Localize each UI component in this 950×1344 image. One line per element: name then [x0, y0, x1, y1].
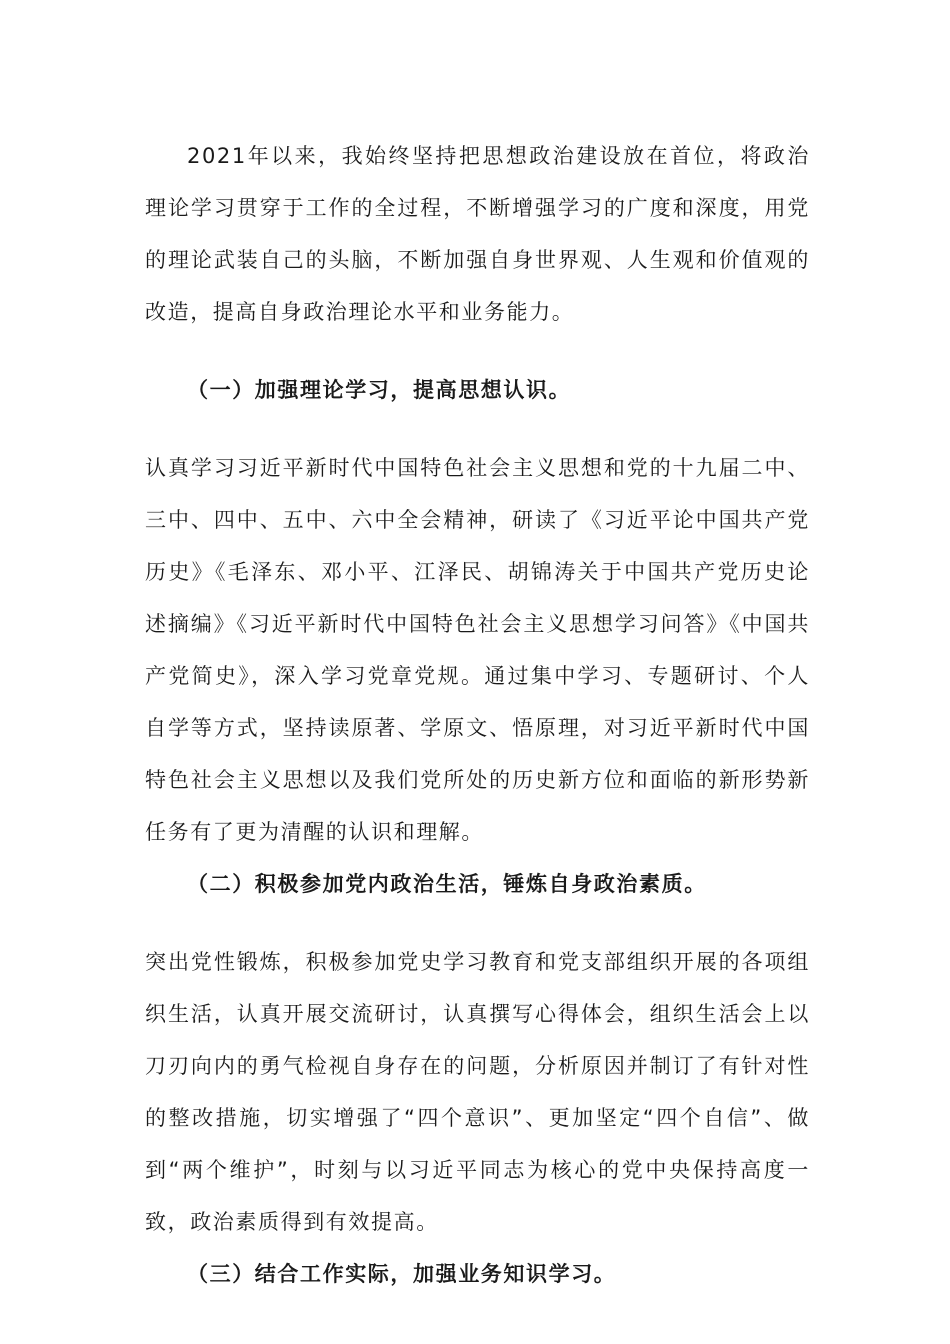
- section-body-2: 突出党性锻炼，积极参加党史学习教育和党支部组织开展的各项组织生活，认真开展交流研讨，认真撰写心得体会，组织生活会上以刀刃向内的勇气检视自身存在的问题，分析原因并制订了有针对性的整改措施，切实增强了“四个意识”、更加坚定“四个自信”、做到“两个维护”，时刻与以习近平同志为核心的党中央保持高度一致，政治素质得到有效提高。: [145, 950, 810, 1234]
- document-body: [145, 130, 810, 1300]
- section-heading-1: （一）加强理论学习，提高思想认识。: [187, 378, 572, 402]
- section-heading-3: （三）结合工作实际，加强业务知识学习。: [187, 1262, 617, 1286]
- section-body-1: 认真学习习近平新时代中国特色社会主义思想和党的十九届二中、三中、四中、五中、六中全会精神，研读了《习近平论中国共产党历史》《毛泽东、邓小平、江泽民、胡锦涛关于中国共产党历史论述摘编》《习近平新时代中国特色社会主义思想学习问答》《中国共产党简史》，深入学习党章党规。通过集中学习、专题研讨、个人自学等方式，坚持读原著、学原文、悟原理，对习近平新时代中国特色社会主义思想以及我们党所处的历史新方位和面临的新形势新任务有了更为清醒的认识和理解。: [145, 456, 810, 844]
- section-heading-2: （二）积极参加党内政治生活，锤炼自身政治素质。: [187, 872, 707, 896]
- intro-paragraph: 2021年以来，我始终坚持把思想政治建设放在首位，将政治理论学习贯穿于工作的全过程，不断增强学习的广度和深度，用党的理论武装自己的头脑，不断加强自身世界观、人生观和价值观的改造，提高自身政治理论水平和业务能力。: [145, 144, 810, 324]
